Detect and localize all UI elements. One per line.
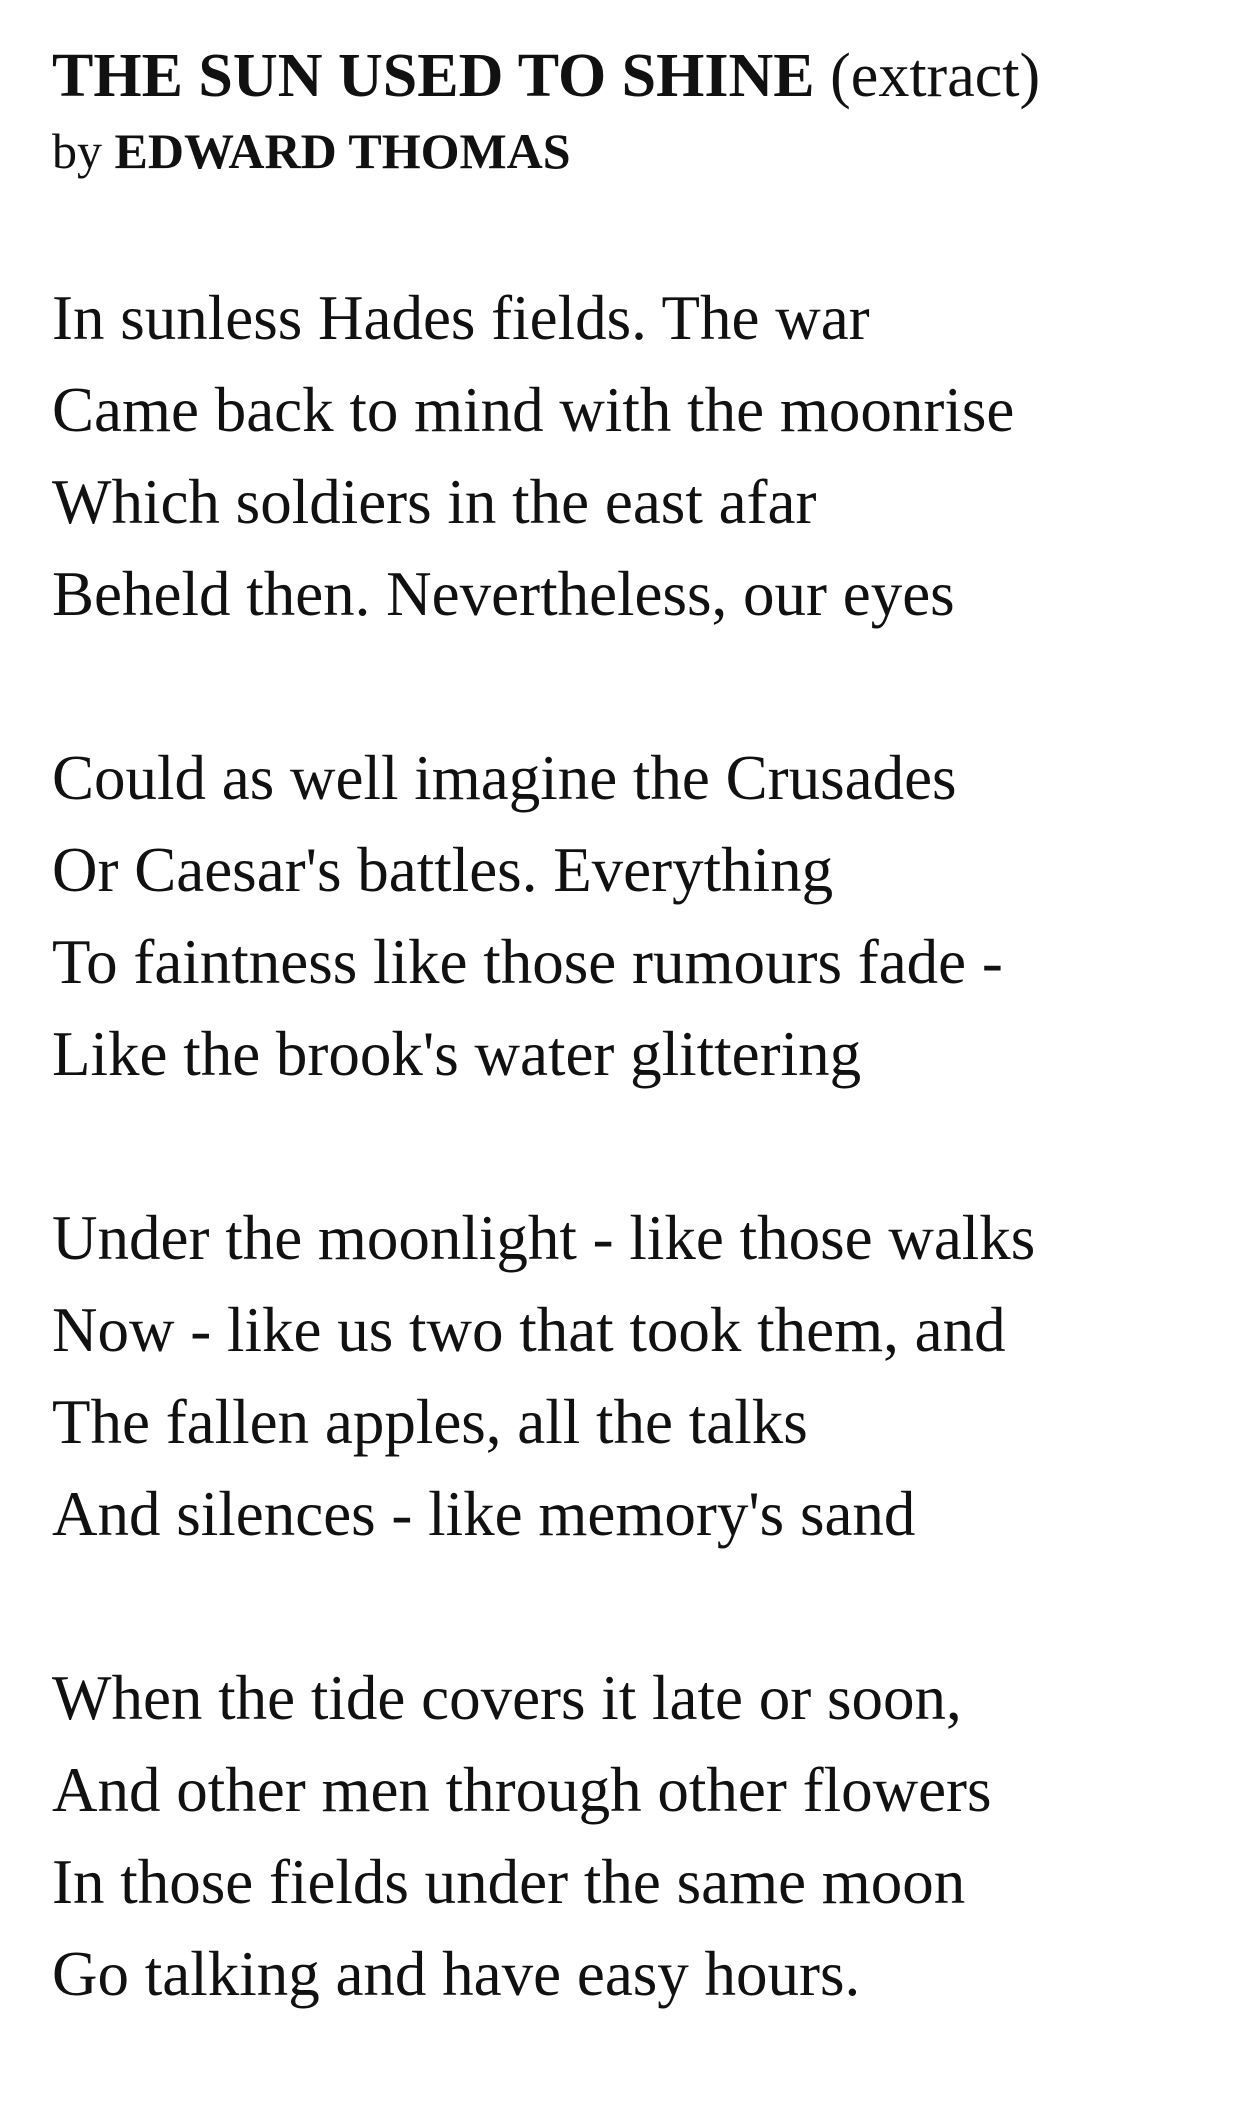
verse-line: And other men through other flowers bbox=[52, 1755, 992, 1825]
poem-page bbox=[52, 36, 1219, 2020]
stanza-4 bbox=[52, 1652, 1219, 2020]
stanza-2 bbox=[52, 732, 1219, 1100]
poem-title-text: THE SUN USED TO SHINE bbox=[52, 42, 815, 110]
stanza-1 bbox=[52, 272, 1219, 640]
verse-line: When the tide covers it late or soon, bbox=[52, 1663, 962, 1733]
poem-title-suffix: (extract) bbox=[830, 42, 1041, 110]
verse-line: In sunless Hades fields. The war bbox=[52, 283, 870, 353]
verse-line: In those fields under the same moon bbox=[52, 1847, 966, 1917]
verse-line: Beheld then. Nevertheless, our eyes bbox=[52, 559, 955, 629]
stanza-3 bbox=[52, 1192, 1219, 1560]
verse-line: The fallen apples, all the talks bbox=[52, 1387, 808, 1457]
byline-prefix: by bbox=[52, 123, 102, 179]
verse-line: To faintness like those rumours fade - bbox=[52, 927, 1003, 997]
verse-line: Came back to mind with the moonrise bbox=[52, 375, 1015, 445]
poem-author: EDWARD THOMAS bbox=[114, 123, 571, 179]
verse-line: Go talking and have easy hours. bbox=[52, 1939, 861, 2009]
verse-line: Like the brook's water glittering bbox=[52, 1019, 862, 1089]
poem-byline bbox=[52, 116, 1219, 186]
verse-line: Could as well imagine the Crusades bbox=[52, 743, 957, 813]
verse-line: Which soldiers in the east afar bbox=[52, 467, 817, 537]
verse-line: Or Caesar's battles. Everything bbox=[52, 835, 834, 905]
verse-line: Under the moonlight - like those walks bbox=[52, 1203, 1036, 1273]
verse-line: Now - like us two that took them, and bbox=[52, 1295, 1006, 1365]
poem-title bbox=[52, 36, 1219, 116]
verse-line: And silences - like memory's sand bbox=[52, 1479, 916, 1549]
